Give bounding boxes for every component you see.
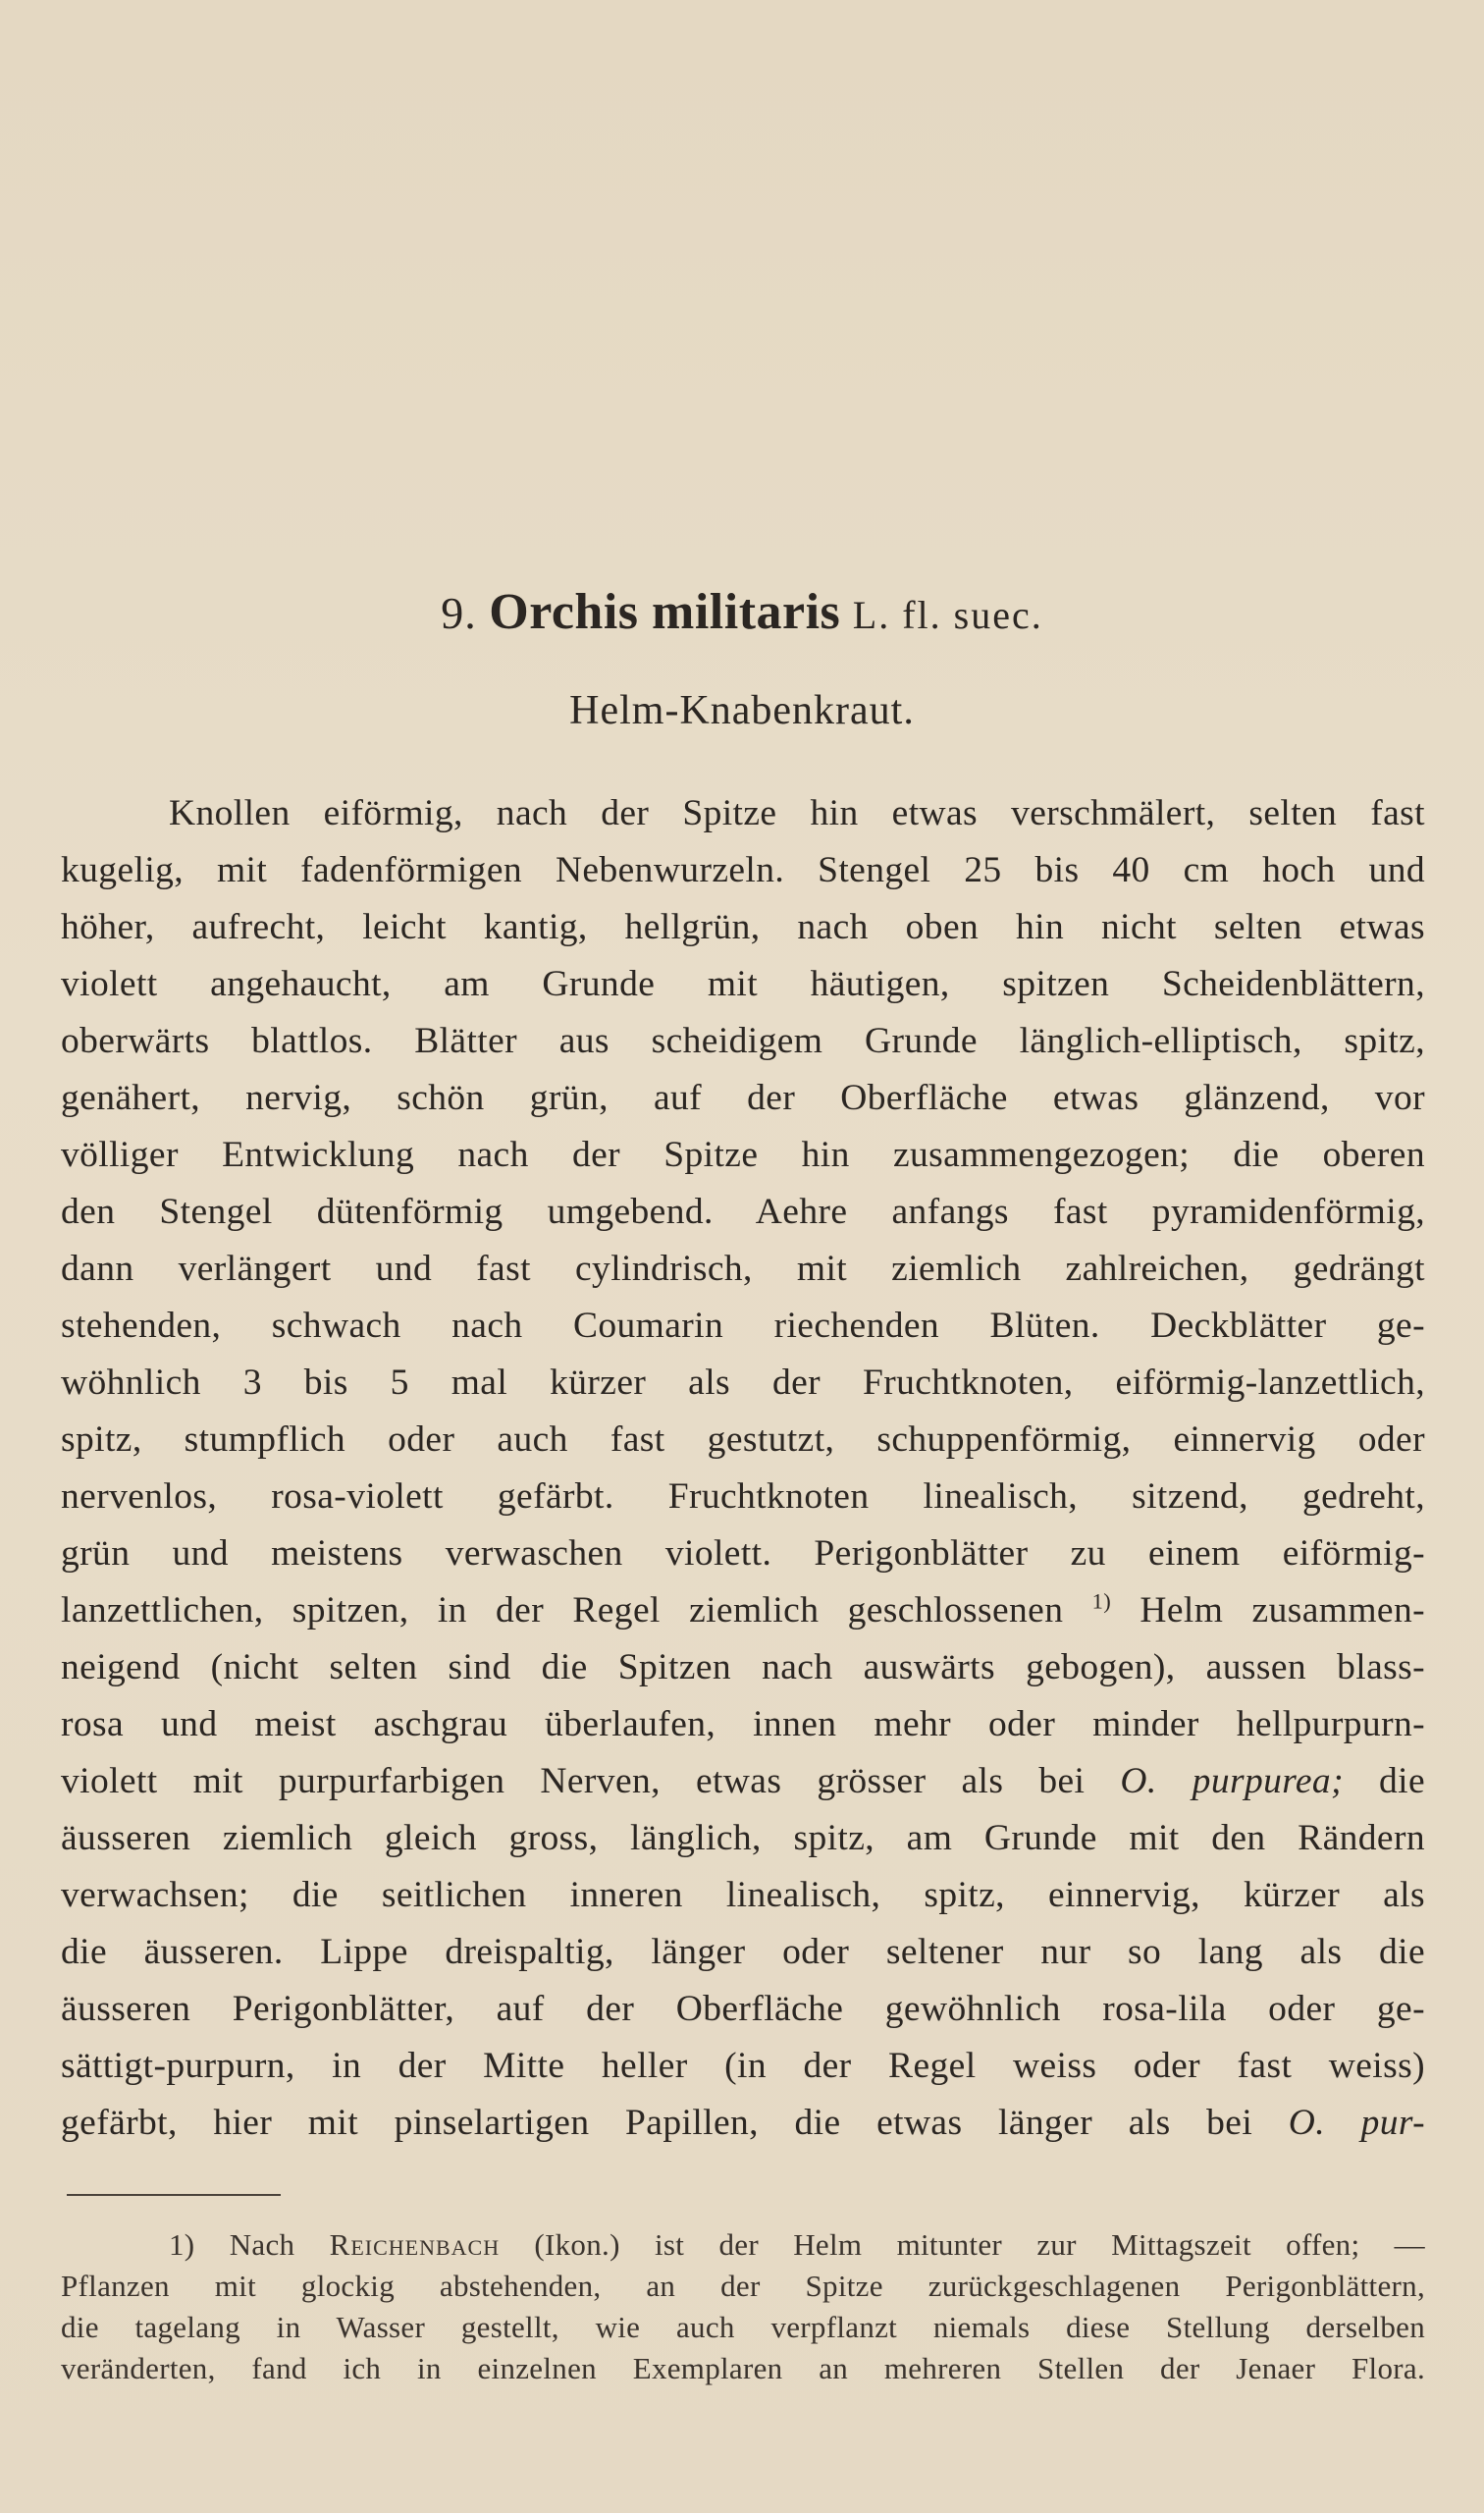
text-line: oberwärts blattlos. Blätter aus scheidigem Grunde länglich-elliptisch, spitz, xyxy=(61,1021,1425,1061)
species-heading xyxy=(0,583,1484,645)
common-name: Helm-Knabenkraut. xyxy=(569,688,915,733)
text-line: grün und meistens verwaschen violett. Perigonblätter zu einem eiförmig- xyxy=(61,1533,1425,1574)
text-line: stehenden, schwach nach Coumarin riechenden Blüten. Deckblätter ge- xyxy=(61,1306,1425,1346)
text-line: verwachsen; die seitlichen inneren linealisch, spitz, einnervig, kürzer als xyxy=(61,1875,1425,1915)
species-number: 9. xyxy=(441,588,477,638)
text-line: die äusseren. Lippe dreispaltig, länger oder seltener nur so lang als die xyxy=(61,1932,1425,1972)
species-name: Orchis militaris xyxy=(489,584,841,640)
text-line xyxy=(61,1582,1425,1639)
text-line: dann verlängert und fast cylindrisch, mit ziemlich zahlreichen, gedrängt xyxy=(61,1249,1425,1289)
text-line: nervenlos, rosa-violett gefärbt. Fruchtknoten linealisch, sitzend, gedreht, xyxy=(61,1476,1425,1517)
text-segment: lanzettlichen, spitzen, in der Regel ziemlich geschlossenen xyxy=(61,1590,1064,1631)
footnote-author: Reichenbach xyxy=(329,2227,501,2262)
text-line xyxy=(61,2095,1425,2152)
footnote-reference: 1) xyxy=(1091,1588,1112,1614)
species-reference: O. pur- xyxy=(1288,2103,1425,2143)
footnote-line: veränderten, fand ich in einzelnen Exemplaren an mehreren Stellen der Jenaer Flora. xyxy=(61,2351,1425,2385)
description-text xyxy=(61,785,1425,2152)
footnote-marker: 1) xyxy=(169,2227,195,2262)
footnote xyxy=(61,2224,1425,2389)
footnote-line xyxy=(61,2224,1425,2266)
species-reference: O. purpurea; xyxy=(1120,1761,1344,1801)
text-line: rosa und meist aschgrau überlaufen, innen mehr oder minder hellpurpurn- xyxy=(61,1704,1425,1744)
text-line: neigend (nicht selten sind die Spitzen nach auswärts gebogen), aussen blass- xyxy=(61,1647,1425,1687)
footnote-text: Nach xyxy=(229,2227,295,2262)
text-segment: die xyxy=(1379,1761,1425,1801)
text-line: wöhnlich 3 bis 5 mal kürzer als der Fruchtknoten, eiförmig-lanzettlich, xyxy=(61,1363,1425,1403)
footnote-divider xyxy=(67,2194,281,2196)
species-authority: L. fl. suec. xyxy=(852,593,1043,637)
text-line xyxy=(61,1753,1425,1810)
text-line: den Stengel dütenförmig umgebend. Aehre anfangs fast pyramidenförmig, xyxy=(61,1192,1425,1232)
text-line: kugelig, mit fadenförmigen Nebenwurzeln. Stengel 25 bis 40 cm hoch und xyxy=(61,850,1425,890)
text-line: völliger Entwicklung nach der Spitze hin zusammengezogen; die oberen xyxy=(61,1135,1425,1175)
text-segment: violett mit purpurfarbigen Nerven, etwas grösser als bei xyxy=(61,1761,1086,1801)
footnote-text: (Ikon.) ist der Helm mitunter zur Mittagszeit offen; — xyxy=(534,2227,1425,2262)
text-line: violett angehaucht, am Grunde mit häutigen, spitzen Scheidenblättern, xyxy=(61,964,1425,1004)
text-segment: gefärbt, hier mit pinselartigen Papillen, die etwas länger als bei xyxy=(61,2103,1253,2143)
text-line: äusseren Perigonblätter, auf der Oberfläche gewöhnlich rosa-lila oder ge- xyxy=(61,1989,1425,2029)
text-line: Knollen eiförmig, nach der Spitze hin etwas verschmälert, selten fast xyxy=(169,793,1425,833)
text-line: sättigt-purpurn, in der Mitte heller (in der Regel weiss oder fast weiss) xyxy=(61,2046,1425,2086)
text-segment: Helm zusammen- xyxy=(1140,1590,1425,1631)
text-line: genähert, nervig, schön grün, auf der Oberfläche etwas glänzend, vor xyxy=(61,1078,1425,1118)
text-line: spitz, stumpflich oder auch fast gestutzt, schuppenförmig, einnervig oder xyxy=(61,1419,1425,1460)
footnote-line: die tagelang in Wasser gestellt, wie auch verpflanzt niemals diese Stellung derselben xyxy=(61,2310,1425,2344)
text-line: äusseren ziemlich gleich gross, länglich, spitz, am Grunde mit den Rändern xyxy=(61,1818,1425,1858)
footnote-line: Pflanzen mit glockig abstehenden, an der Spitze zurückgeschlagenen Perigonblättern, xyxy=(61,2269,1425,2303)
text-line: höher, aufrecht, leicht kantig, hellgrün, nach oben hin nicht selten etwas xyxy=(61,907,1425,947)
